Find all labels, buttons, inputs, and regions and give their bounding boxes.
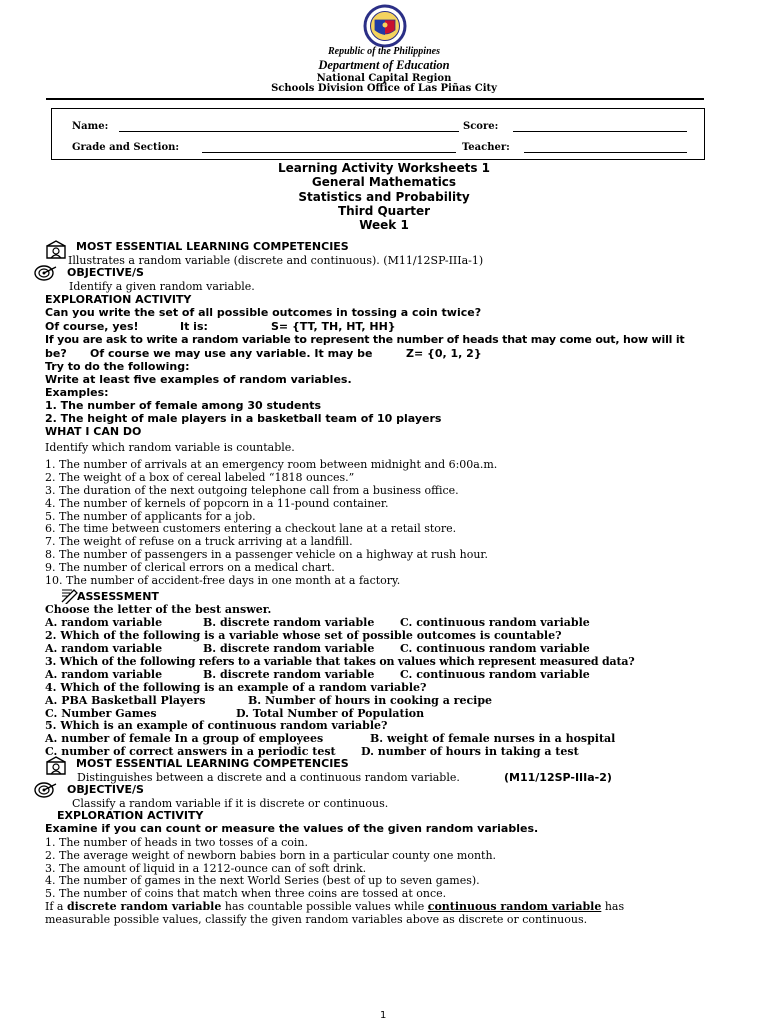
melc-label-1: MOST ESSENTIAL LEARNING COMPETENCIES xyxy=(76,240,349,253)
teacher-label: Teacher: xyxy=(462,142,510,153)
name-label: Name: xyxy=(72,121,109,132)
list-item: 5. The number of applicants for a job. xyxy=(45,510,256,523)
heads-answer: Of course we may use any variable. It may be xyxy=(90,347,373,360)
coin-it-is: It is: xyxy=(180,320,208,333)
target-icon xyxy=(34,265,58,281)
worksheet-title: Learning Activity Worksheets 1 xyxy=(277,161,490,175)
q5-choice-c: C. number of correct answers in a periodic test xyxy=(45,745,336,758)
region-text: National Capital Region xyxy=(316,73,452,84)
q4-choice-c: C. Number Games xyxy=(45,707,157,720)
teacher-field[interactable] xyxy=(524,152,687,153)
list-item: 5. The number of coins that match when three coins are tossed at once. xyxy=(45,887,447,900)
q5-choice-b: B. weight of female nurses in a hospital xyxy=(370,732,616,745)
classify-has: has xyxy=(604,900,625,913)
melc-text-1: Illustrates a random variable (discrete and continuous). (M11/12SP-IIIa-1) xyxy=(68,254,484,267)
objective-label-1: OBJECTIVE/S xyxy=(67,266,144,279)
header-rule xyxy=(46,98,704,100)
list-item: 3. The duration of the next outgoing telephone call from a business office. xyxy=(45,484,459,497)
list-item: 2. The weight of a box of cereal labeled “1818 ounces.” xyxy=(45,471,355,484)
list-item: 8. The number of passengers in a passenger vehicle on a highway at rush hour. xyxy=(45,548,488,561)
heads-question-be: be? xyxy=(45,347,67,360)
melc-code-2: (M11/12SP-IIIa-2) xyxy=(504,771,612,784)
name-field[interactable] xyxy=(119,131,459,132)
list-item: 4. The number of games in the next World Series (best of up to seven games). xyxy=(45,874,480,887)
q4-choice-d: D. Total Number of Population xyxy=(236,707,425,720)
example-2: 2. The height of male players in a basketball team of 10 players xyxy=(45,412,442,425)
department-title: Department of Education xyxy=(318,58,450,72)
quarter-title: Third Quarter xyxy=(337,204,431,218)
coin-sample-space: S= {TT, TH, HT, HH} xyxy=(271,320,396,333)
list-item: 4. The number of kernels of popcorn in a 11-pound container. xyxy=(45,497,389,510)
q3-choice-a: A. random variable xyxy=(45,668,163,681)
q5-text: 5. Which is an example of continuous random variable? xyxy=(45,719,388,732)
classify-paragraph xyxy=(45,900,624,913)
competency-icon xyxy=(44,756,68,776)
continuous-term: continuous random variable xyxy=(427,900,602,913)
coin-yes: Of course, yes! xyxy=(45,320,139,333)
q2-choice-b: B. discrete random variable xyxy=(203,642,375,655)
deped-seal-logo xyxy=(357,4,413,48)
melc-text-2: Distinguishes between a discrete and a continuous random variable. xyxy=(77,771,460,784)
list-item: 1. The number of heads in two tosses of a coin. xyxy=(45,836,309,849)
q1-choice-c: C. continuous random variable xyxy=(400,616,590,629)
what-i-can-do-label: WHAT I CAN DO xyxy=(45,425,142,438)
identify-instruction: Identify which random variable is countable. xyxy=(45,441,295,454)
assessment-instruction: Choose the letter of the best answer. xyxy=(45,603,272,616)
list-item: 2. The average weight of newborn babies born in a particular county one month. xyxy=(45,849,497,862)
list-item: 9. The number of clerical errors on a medical chart. xyxy=(45,561,335,574)
coin-question: Can you write the set of all possible outcomes in tossing a coin twice? xyxy=(45,306,482,319)
grade-section-label: Grade and Section: xyxy=(72,142,180,153)
q3-text: 3. Which of the following refers to a variable that takes on values which represent measured data? xyxy=(45,655,635,668)
examples-label: Examples: xyxy=(45,386,109,399)
list-item: 10. The number of accident-free days in one month at a factory. xyxy=(45,574,401,587)
target-icon xyxy=(34,782,58,798)
list-item: 1. The number of arrivals at an emergency room between midnight and 6:00a.m. xyxy=(45,458,498,471)
topic-title: Statistics and Probability xyxy=(298,190,470,204)
objective-text-2: Classify a random variable if it is discrete or continuous. xyxy=(72,797,389,810)
list-item: 3. The amount of liquid in a 1212-ounce can of soft drink. xyxy=(45,862,367,875)
q4-text: 4. Which of the following is an example of a random variable? xyxy=(45,681,427,694)
score-label: Score: xyxy=(463,121,499,132)
q4-choice-b: B. Number of hours in cooking a recipe xyxy=(248,694,493,707)
score-field[interactable] xyxy=(513,131,687,132)
q2-choice-c: C. continuous random variable xyxy=(400,642,590,655)
classify-paragraph-line2: measurable possible values, classify the given random variables above as discrete or continuous. xyxy=(45,913,588,926)
q5-choice-a: A. number of female In a group of employees xyxy=(45,732,324,745)
examine-text: Examine if you can count or measure the values of the given random variables. xyxy=(45,822,539,835)
exploration-label-1: EXPLORATION ACTIVITY xyxy=(45,293,192,306)
q4-choice-a: A. PBA Basketball Players xyxy=(45,694,206,707)
list-item: 6. The time between customers entering a checkout lane at a retail store. xyxy=(45,522,457,535)
page-number: 1 xyxy=(380,1010,387,1021)
classify-mid: has countable possible values while xyxy=(224,900,425,913)
exploration-label-2: EXPLORATION ACTIVITY xyxy=(57,809,204,822)
example-1: 1. The number of female among 30 students xyxy=(45,399,322,412)
competency-icon xyxy=(44,240,68,260)
discrete-term: discrete random variable xyxy=(66,900,222,913)
q2-text: 2. Which of the following is a variable whose set of possible outcomes is countable? xyxy=(45,629,562,642)
q1-choice-b: B. discrete random variable xyxy=(203,616,375,629)
subject-title: General Mathematics xyxy=(311,175,457,189)
objective-label-2: OBJECTIVE/S xyxy=(67,783,144,796)
classify-if: If a xyxy=(45,900,64,913)
q5-choice-d: D. number of hours in taking a test xyxy=(361,745,579,758)
assessment-label: ASSESSMENT xyxy=(77,590,159,603)
q2-choice-a: A. random variable xyxy=(45,642,163,655)
q1-choice-a: A. random variable xyxy=(45,616,163,629)
heads-question: If you are ask to write a random variable to represent the number of heads that may come out, how will it xyxy=(45,333,685,346)
try-text: Try to do the following: xyxy=(45,360,190,373)
week-title: Week 1 xyxy=(359,218,409,232)
list-item: 7. The weight of refuse on a truck arriving at a landfill. xyxy=(45,535,353,548)
write-text: Write at least five examples of random variables. xyxy=(45,373,352,386)
q3-choice-b: B. discrete random variable xyxy=(203,668,375,681)
division-text: Schools Division Office of Las Piñas City xyxy=(271,83,497,94)
grade-section-field[interactable] xyxy=(202,152,456,153)
q3-choice-c: C. continuous random variable xyxy=(400,668,590,681)
objective-text-1: Identify a given random variable. xyxy=(69,280,255,293)
heads-set: Z= {0, 1, 2} xyxy=(406,347,482,360)
republic-text: Republic of the Philippines xyxy=(328,46,440,57)
melc-label-2: MOST ESSENTIAL LEARNING COMPETENCIES xyxy=(76,757,349,770)
